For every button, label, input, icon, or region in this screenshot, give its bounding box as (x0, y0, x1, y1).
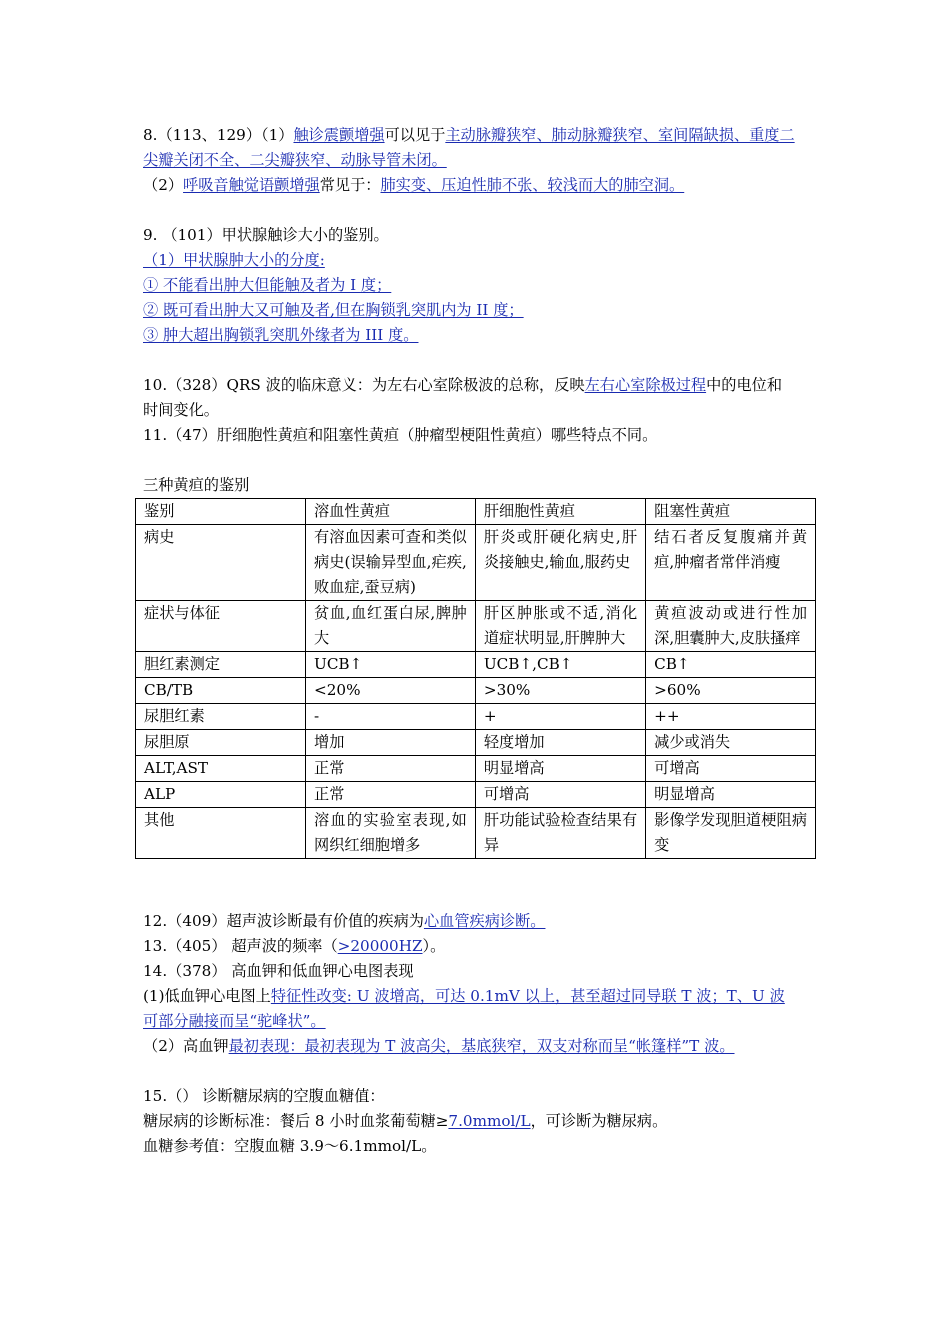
table-cell: ++ (646, 704, 816, 730)
jaundice-table (135, 498, 816, 859)
q14-l1-prefix: (1)低血钾心电图上 (143, 987, 271, 1005)
table-cell: CB/TB (136, 678, 306, 704)
table-row (136, 678, 816, 704)
q8-line3-mid: 常见于： (319, 176, 381, 194)
table-cell: 减少或消失 (646, 730, 816, 756)
table-cell: 肝炎或肝硬化病史,肝炎接触史,输血,服药史 (475, 525, 645, 601)
table-cell: 轻度增加 (475, 730, 645, 756)
q8-prefix: 8.（113、129）（1） (143, 126, 294, 144)
spacer (143, 1059, 815, 1084)
table-cell: + (475, 704, 645, 730)
table-cell: 可增高 (475, 782, 645, 808)
q14-title: 14.（378） 高血钾和低血钾心电图表现 (143, 962, 414, 980)
spacer (143, 859, 815, 909)
table-cell: UCB↑,CB↑ (475, 652, 645, 678)
table-cell: 肝区肿胀或不适,消化道症状明显,肝脾肿大 (475, 601, 645, 652)
q8-line2 (143, 148, 815, 173)
q14-l3-prefix: （2）高血钾 (143, 1037, 229, 1055)
q8-link-causes[interactable]: 主动脉瓣狭窄、肺动脉瓣狭窄、室间隔缺损、重度二 (445, 126, 795, 144)
table-row (136, 601, 816, 652)
q8-link-tremor[interactable]: 触诊震颤增强 (293, 126, 385, 144)
q9-link-1[interactable]: ① 不能看出肿大但能触及者为 I 度； (143, 276, 392, 294)
q15-l1-prefix: 糖尿病的诊断标准：餐后 8 小时血浆葡萄糖≥ (143, 1112, 449, 1130)
q9-item-3 (143, 323, 815, 348)
table-cell: 胆红素测定 (136, 652, 306, 678)
q14-link-hyperkalemia[interactable]: 最初表现：最初表现为 T 波高尖，基底狭窄，双支对称而呈“帐篷样”T 波。 (228, 1037, 735, 1055)
table-row (136, 808, 816, 859)
table-cell: <20% (306, 678, 476, 704)
q9-title: 9. （101）甲状腺触诊大小的鉴别。 (143, 226, 389, 244)
table-cell: 尿胆原 (136, 730, 306, 756)
q8-mid: 可以见于 (384, 126, 446, 144)
table-cell: 正常 (306, 782, 476, 808)
spacer (143, 348, 815, 373)
q8-line3 (143, 173, 815, 198)
q12-line (143, 909, 815, 934)
table-cell: 肝功能试验检查结果有异 (475, 808, 645, 859)
spacer (143, 448, 815, 473)
table-cell: 增加 (306, 730, 476, 756)
q9-link-2[interactable]: ② 既可看出肿大又可触及者,但在胸锁乳突肌内为 II 度； (143, 301, 524, 319)
table-cell: >60% (646, 678, 816, 704)
table-header-cell: 阻塞性黄疸 (646, 499, 816, 525)
table-row (136, 782, 816, 808)
table-cell: 明显增高 (475, 756, 645, 782)
q8-line1 (143, 123, 815, 148)
table-cell: 症状与体征 (136, 601, 306, 652)
q8-link-causes-cont[interactable]: 尖瓣关闭不全、二尖瓣狭窄、动脉导管未闭。 (143, 151, 447, 169)
q15-title: 15.（） 诊断糖尿病的空腹血糖值： (143, 1087, 385, 1105)
q11-title: 11.（47）肝细胞性黄疸和阻塞性黄疸（肿瘤型梗阻性黄疸）哪些特点不同。 (143, 426, 658, 444)
q10-line1 (143, 373, 815, 398)
q15-l1-suffix: ，可诊断为糖尿病。 (530, 1112, 668, 1130)
table-cell: 影像学发现胆道梗阻病变 (646, 808, 816, 859)
q10-suffix: 中的电位和 (706, 376, 783, 394)
q9-link-3[interactable]: ③ 肿大超出胸锁乳突肌外缘者为 III 度。 (143, 326, 419, 344)
q13-line (143, 934, 815, 959)
table-row (136, 525, 816, 601)
q10-prefix: 10.（328）QRS 波的临床意义：为左右心室除极波的总称，反映 (143, 376, 585, 394)
q14-link-hypokalemia-cont[interactable]: 可部分融接而呈“驼峰状”。 (143, 1012, 326, 1030)
q9-link-0[interactable]: （1）甲状腺肿大小的分度: (143, 251, 325, 269)
table-cell: 尿胆红素 (136, 704, 306, 730)
q13-suffix: ）。 (422, 937, 446, 955)
q14-line2 (143, 1009, 815, 1034)
q8-link-fremitus[interactable]: 呼吸音触觉语颤增强 (183, 176, 320, 194)
table-cell: 可增高 (646, 756, 816, 782)
table-cell: 明显增高 (646, 782, 816, 808)
q9-item-0 (143, 248, 815, 273)
q14-link-hypokalemia[interactable]: 特征性改变: U 波增高，可达 0.1mV 以上，甚至超过同导联 T 波；T、U 波 (270, 987, 785, 1005)
table-cell: 有溶血因素可查和类似病史(误输异型血,疟疾,败血症,蚕豆病) (306, 525, 476, 601)
table-header-cell: 溶血性黄疸 (306, 499, 476, 525)
table-header-row (136, 499, 816, 525)
table-cell: 溶血的实验室表现,如网织红细胞增多 (306, 808, 476, 859)
q9-item-1 (143, 273, 815, 298)
q14-line1 (143, 984, 815, 1009)
spacer (143, 198, 815, 223)
table-header-cell: 鉴别 (136, 499, 306, 525)
table-cell: CB↑ (646, 652, 816, 678)
q14-line3 (143, 1034, 815, 1059)
q13-link[interactable]: >20000HZ (337, 937, 423, 955)
table-cell: 贫血,血红蛋白尿,脾肿大 (306, 601, 476, 652)
q15-line1 (143, 1109, 815, 1134)
table-row (136, 730, 816, 756)
table-cell: 其他 (136, 808, 306, 859)
table-row (136, 756, 816, 782)
q13-prefix: 13.（405） 超声波的频率（ (143, 937, 338, 955)
table-cell: 病史 (136, 525, 306, 601)
q10-link[interactable]: 左右心室除极过程 (584, 376, 707, 394)
table-cell: 黄疸波动或进行性加深,胆囊肿大,皮肤搔痒 (646, 601, 816, 652)
q12-link[interactable]: 心血管疾病诊断。 (423, 912, 546, 930)
table-cell: ALP (136, 782, 306, 808)
table-cell: - (306, 704, 476, 730)
q10-line2: 时间变化。 (143, 401, 219, 419)
table-cell: >30% (475, 678, 645, 704)
q8-link-fremitus-causes[interactable]: 肺实变、压迫性肺不张、较浅而大的肺空洞。 (380, 176, 685, 194)
table-cell: 结石者反复腹痛并黄疸,肿瘤者常伴消瘦 (646, 525, 816, 601)
table-caption: 三种黄疸的鉴别 (143, 476, 250, 494)
table-row (136, 704, 816, 730)
table-cell: UCB↑ (306, 652, 476, 678)
q9-item-2 (143, 298, 815, 323)
q15-link[interactable]: 7.0mmol/L (448, 1112, 531, 1130)
table-row (136, 652, 816, 678)
table-header-cell: 肝细胞性黄疸 (475, 499, 645, 525)
document-page (143, 123, 815, 1159)
q8-line3-prefix: （2） (143, 176, 184, 194)
table-cell: 正常 (306, 756, 476, 782)
q12-prefix: 12.（409）超声波诊断最有价值的疾病为 (143, 912, 424, 930)
table-cell: ALT,AST (136, 756, 306, 782)
q15-line2: 血糖参考值：空腹血糖 3.9～6.1mmol/L。 (143, 1137, 437, 1155)
